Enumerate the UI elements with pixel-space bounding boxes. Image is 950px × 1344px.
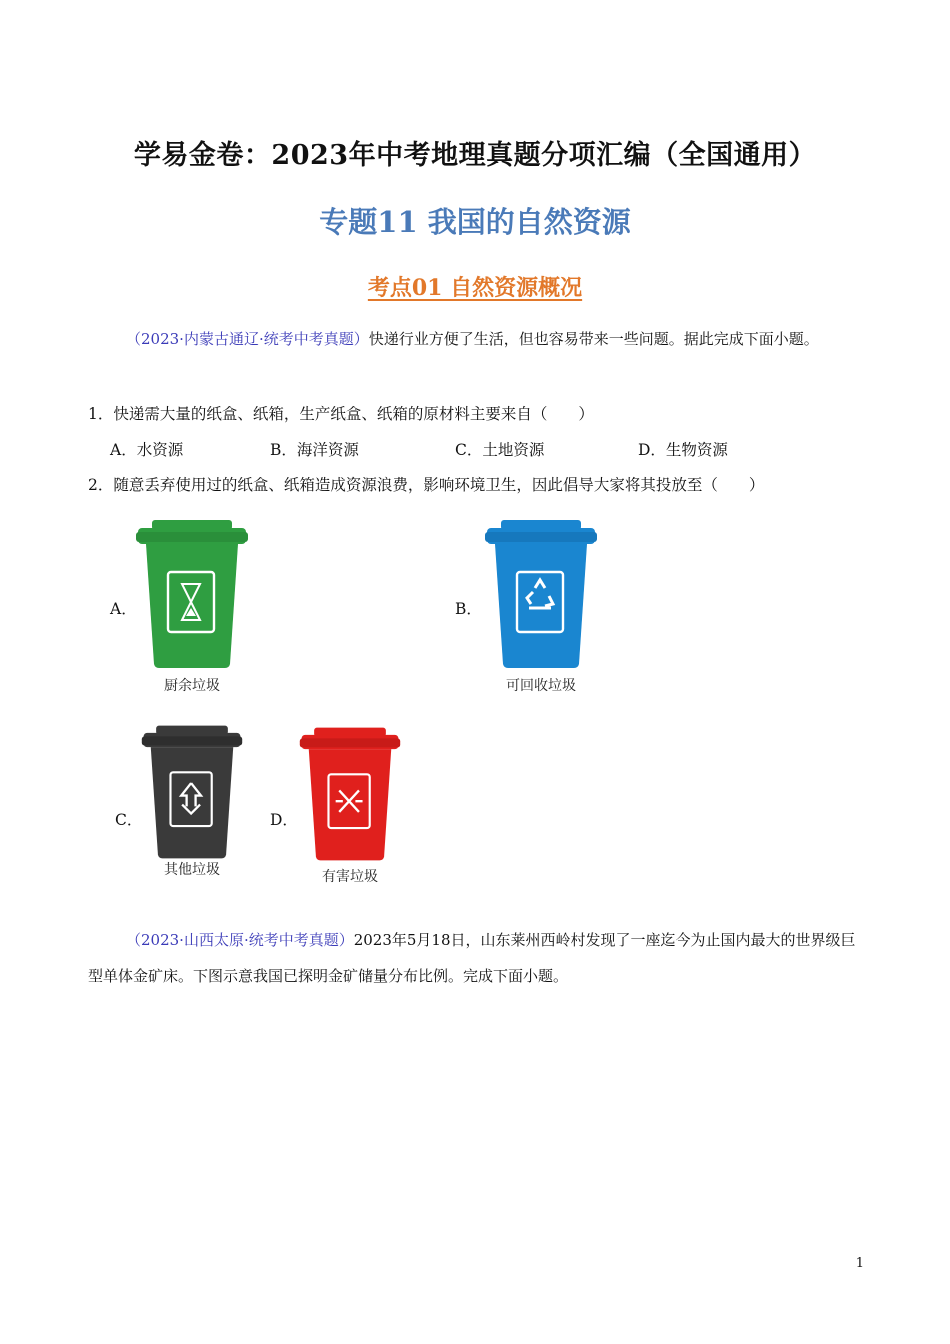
q1-option-c: C．土地资源 xyxy=(455,441,545,459)
q1-option-b: B．海洋资源 xyxy=(270,441,359,459)
q2-option-c-letter: C． xyxy=(115,811,143,829)
passage-2-text: 2023年5月18日，山东莱州西岭村发现了一座迄今为止国内最大的世界级巨型单体金矿床。下图示意我国已探明金矿储量分布比例。完成下面小题。 xyxy=(88,931,856,985)
q1-option-a: A．水资源 xyxy=(110,441,184,459)
black-bin-icon xyxy=(140,722,244,862)
question-2-stem: 2．随意丢弃使用过的纸盒、纸箱造成资源浪费，影响环境卫生，因此倡导大家将其投放至（ ） xyxy=(88,476,765,494)
q2-option-a-letter: A． xyxy=(110,600,137,618)
q2-option-c-caption: 其他垃圾 xyxy=(164,862,220,878)
topic-title: 专题11 我国的自然资源 xyxy=(319,205,631,239)
q2-option-a-bin xyxy=(134,518,250,674)
main-title: 学易金卷：2023年中考地理真题分项汇编（全国通用） xyxy=(133,140,817,171)
q2-option-b-letter: B． xyxy=(455,600,482,618)
passage-1-source: （2023·内蒙古通辽·统考中考真题） xyxy=(126,330,369,348)
q2-option-a-caption: 厨余垃圾 xyxy=(164,678,220,694)
point-title xyxy=(0,271,950,302)
q2-option-b-bin xyxy=(483,518,599,674)
q2-option-d-letter: D． xyxy=(270,811,298,829)
q2-option-d-caption: 有害垃圾 xyxy=(322,869,378,885)
red-bin-icon xyxy=(298,724,402,864)
green-bin-icon xyxy=(134,518,250,670)
q2-option-d-bin xyxy=(298,724,402,868)
passage-2-source: （2023·山西太原·统考中考真题） xyxy=(126,931,354,949)
q2-option-c-bin xyxy=(140,722,244,866)
passage-1-text: 快递行业方便了生活，但也容易带来一些问题。据此完成下面小题。 xyxy=(368,330,819,348)
q2-option-b-caption: 可回收垃圾 xyxy=(506,678,576,694)
question-1-stem: 1．快递需大量的纸盒、纸箱，生产纸盒、纸箱的原材料主要来自（ ） xyxy=(88,405,594,423)
q1-option-d: D．生物资源 xyxy=(638,441,728,459)
page-number: 1 xyxy=(855,1256,864,1271)
point-title-text: 考点01 自然资源概况 xyxy=(367,275,583,301)
passage-1 xyxy=(88,321,860,357)
blue-bin-icon xyxy=(483,518,599,670)
passage-2 xyxy=(88,922,860,994)
